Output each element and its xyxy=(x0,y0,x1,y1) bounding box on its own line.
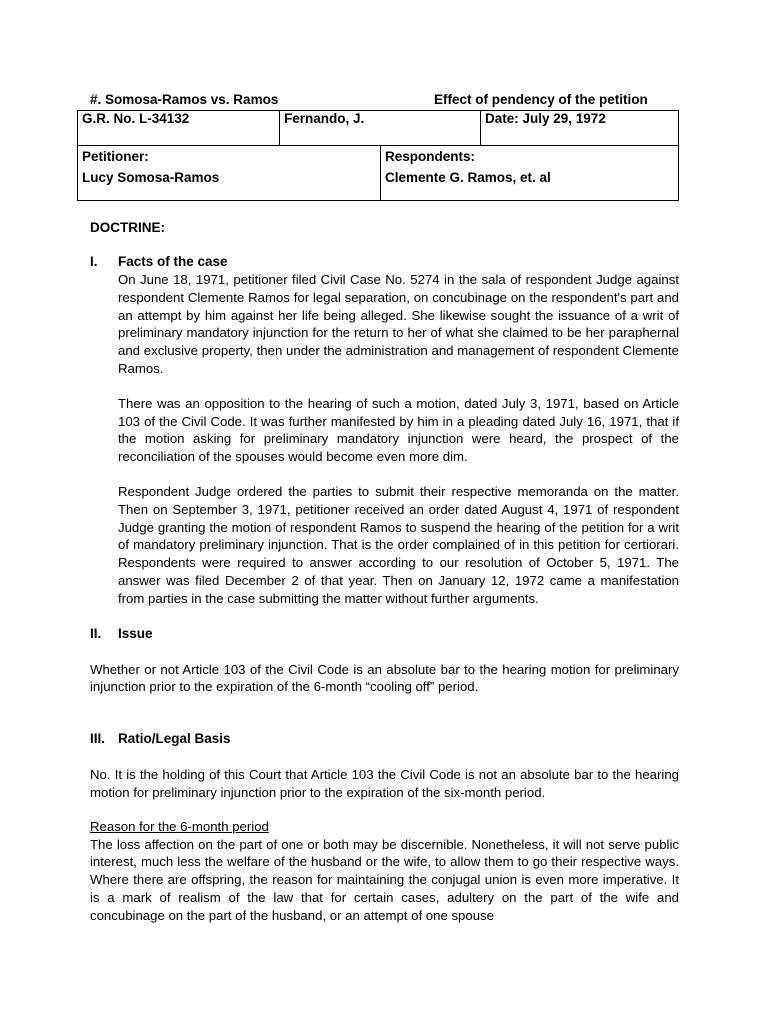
issue-heading xyxy=(90,625,679,643)
facts-number: I. xyxy=(90,254,98,269)
facts-heading xyxy=(90,253,679,271)
petitioner-cell xyxy=(78,146,381,201)
ratio-subheading: Reason for the 6-month period xyxy=(90,818,269,834)
facts-paragraph-2: There was an opposition to the hearing of such a motion, dated July 3, 1971, based on Article 103 of the Civil Code. It was further manifested by him in a pleading dated July 16, 1971, that if the motion asking for preliminary mandatory injunction were heard, the prospect of the reconciliation of the spouses would become even more dim. xyxy=(118,395,679,465)
case-topic: Effect of pendency of the petition xyxy=(434,92,648,107)
ponente: Fernando, J. xyxy=(280,111,481,146)
decision-date: Date: July 29, 1972 xyxy=(481,111,679,146)
ratio-paragraph-2: The loss affection on the part of one or both may be discernible. Nonetheless, it will not serve public interest, much less the welfare of the husband or the wife, to allow them to go their respective ways. Where there are offspring, the reason for maintaining the conjugal union is even more imperative. It is a mark of realism of the law that for certain cases, adultery on the part of the wife and concubinage on the part of the husband, or an attempt of one spouse xyxy=(90,836,679,923)
facts-title: Facts of the case xyxy=(118,254,228,269)
respondents-label: Respondents: xyxy=(385,149,476,164)
case-info-table xyxy=(77,110,679,146)
ratio-number: III. xyxy=(90,731,106,747)
issue-paragraph: Whether or not Article 103 of the Civil Code is an absolute bar to the hearing motion for preliminary injunction prior to the expiration of the 6-month “cooling off” period. xyxy=(90,661,679,695)
petitioner-label: Petitioner: xyxy=(82,149,149,164)
facts-paragraph-3: Respondent Judge ordered the parties to submit their respective memoranda on the matter. Then on September 3, 1971, petitioner received an order dated August 4, 1971 of respondent Judge granting the motion of respondent Ramos to suspend the hearing of the petition for a writ of mandatory preliminary injunction. That is the order complained of in this petition for certiorari. Respondents were required to answer according to our resolution of October 5, 1971. The answer was filed December 2 of that year. Then on January 12, 1972 came a manifestation from parties in the case submitting the matter without further arguments. xyxy=(118,483,679,606)
case-title: #. Somosa-Ramos vs. Ramos xyxy=(90,92,279,107)
issue-title: Issue xyxy=(118,625,153,641)
respondents-cell xyxy=(381,146,679,201)
ratio-title: Ratio/Legal Basis xyxy=(118,731,231,747)
document-body xyxy=(90,219,679,925)
gr-number: G.R. No. L-34132 xyxy=(78,111,280,146)
ratio-heading xyxy=(90,730,679,748)
petitioner-name: Lucy Somosa-Ramos xyxy=(82,170,220,185)
respondents-name: Clemente G. Ramos, et. al xyxy=(385,170,551,185)
doctrine-heading: DOCTRINE: xyxy=(90,220,165,235)
case-header xyxy=(90,92,680,110)
facts-paragraph-1: On June 18, 1971, petitioner filed Civil Case No. 5274 in the sala of respondent Judge against respondent Clemente Ramos for legal separation, on concubinage on the respondent's part and an attempt by him against her life being alleged. She likewise sought the issuance of a writ of preliminary mandatory injunction for the return to her of what she claimed to be her paraphernal and exclusive property, then under the administration and management of respondent Clemente Ramos. xyxy=(118,272,679,376)
parties-table xyxy=(77,145,679,201)
ratio-paragraph-1: No. It is the holding of this Court that Article 103 the Civil Code is not an absolute bar to the hearing motion for preliminary injunction prior to the expiration of the six-month period. xyxy=(90,767,679,800)
issue-number: II. xyxy=(90,625,102,641)
